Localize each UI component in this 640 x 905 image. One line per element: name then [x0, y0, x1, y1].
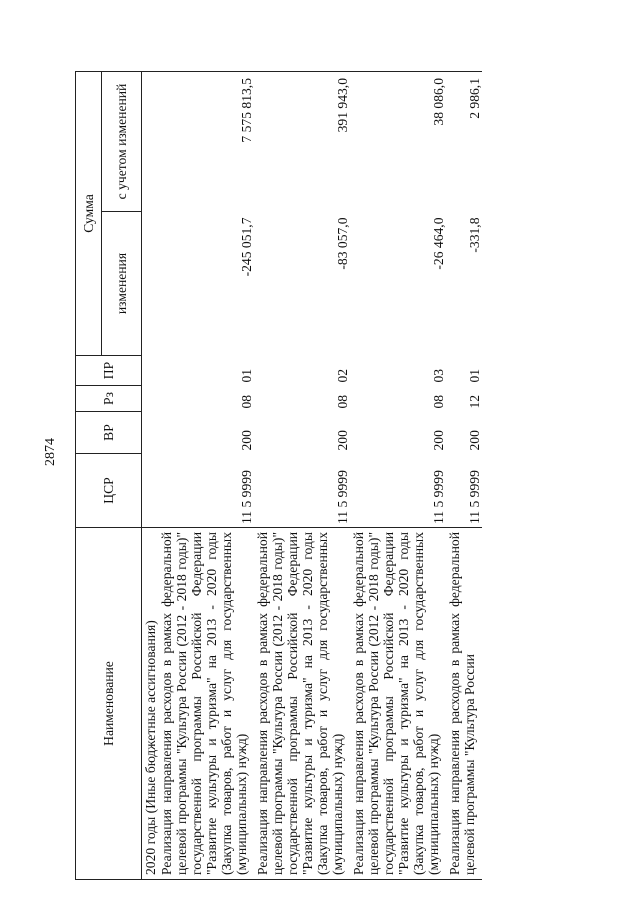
row-name: Реализация направления расходов в рамках федеральной целевой программы "Культура России (2012 - 2018 годы)" государственной программы Российской Федерации "Развитие культуры и туризма" на 2013 - 2020 годы (Закупка товаров, работ и услуг для государственных (муниципальных) нужд) [350, 528, 446, 880]
header-pr: ПР [76, 356, 142, 386]
header-rz: Рз [76, 386, 142, 412]
row-vr: 200 [239, 430, 254, 451]
header-name: Наименование [76, 528, 142, 880]
budget-table [75, 71, 482, 880]
row-change: -26 464,0 [431, 217, 446, 270]
row-total: 7 575 813,5 [158, 72, 254, 212]
row-pr: 02 [335, 368, 350, 383]
row-vr: 200 [335, 430, 350, 451]
row-total: 38 086,0 [350, 72, 446, 212]
page-number [40, 428, 62, 476]
table-row [254, 72, 350, 880]
row-total: 391 943,0 [254, 72, 350, 212]
section-row [142, 72, 159, 880]
row-change: -331,8 [467, 217, 482, 253]
rotated-document [75, 40, 635, 880]
row-csr: 11 5 9999 [467, 470, 482, 524]
row-vr: 200 [431, 430, 446, 451]
row-rz: 12 [467, 394, 482, 409]
table-row [350, 72, 446, 880]
header-csr: ЦСР [76, 454, 142, 528]
row-pr: 01 [239, 368, 254, 383]
row-vr: 200 [467, 430, 482, 451]
table-header [76, 72, 142, 880]
row-change: -83 057,0 [335, 217, 350, 270]
header-vr: ВР [76, 412, 142, 454]
row-csr: 11 5 9999 [335, 470, 350, 524]
row-name: Реализация направления расходов в рамках федеральной целевой программы "Культура России (2012 - 2018 годы)" государственной программы Российской Федерации "Развитие культуры и туризма" на 2013 - 2020 годы (Закупка товаров, работ и услуг для государственных (муниципальных) нужд) [254, 528, 350, 880]
header-sum: Сумма [76, 72, 102, 356]
page-number-text: 2874 [43, 438, 58, 466]
table-row [446, 72, 482, 880]
row-name: Реализация направления расходов в рамках федеральной целевой программы "Культура России (2012 - 2018 годы)" государственной программы Российской Федерации "Развитие культуры и туризма" на 2013 - 2020 годы (Закупка товаров, работ и услуг для государственных (муниципальных) нужд) [158, 528, 254, 880]
row-name: Реализация направления расходов в рамках федеральной целевой программы "Культура России [446, 528, 482, 880]
row-total: 2 986,1 [446, 72, 482, 212]
row-rz: 08 [431, 394, 446, 409]
row-change: -245 051,7 [239, 217, 254, 277]
header-changes: изменения [102, 212, 142, 356]
header-with-changes: с учетом изменений [102, 72, 142, 212]
row-csr: 11 5 9999 [239, 470, 254, 524]
row-csr: 11 5 9999 [431, 470, 446, 524]
table-row [158, 72, 254, 880]
row-rz: 08 [335, 394, 350, 409]
section-label: 2020 годы (Иные бюджетные ассигнования) [142, 528, 159, 880]
row-pr: 03 [431, 368, 446, 383]
row-pr: 01 [467, 368, 482, 383]
row-rz: 08 [239, 394, 254, 409]
